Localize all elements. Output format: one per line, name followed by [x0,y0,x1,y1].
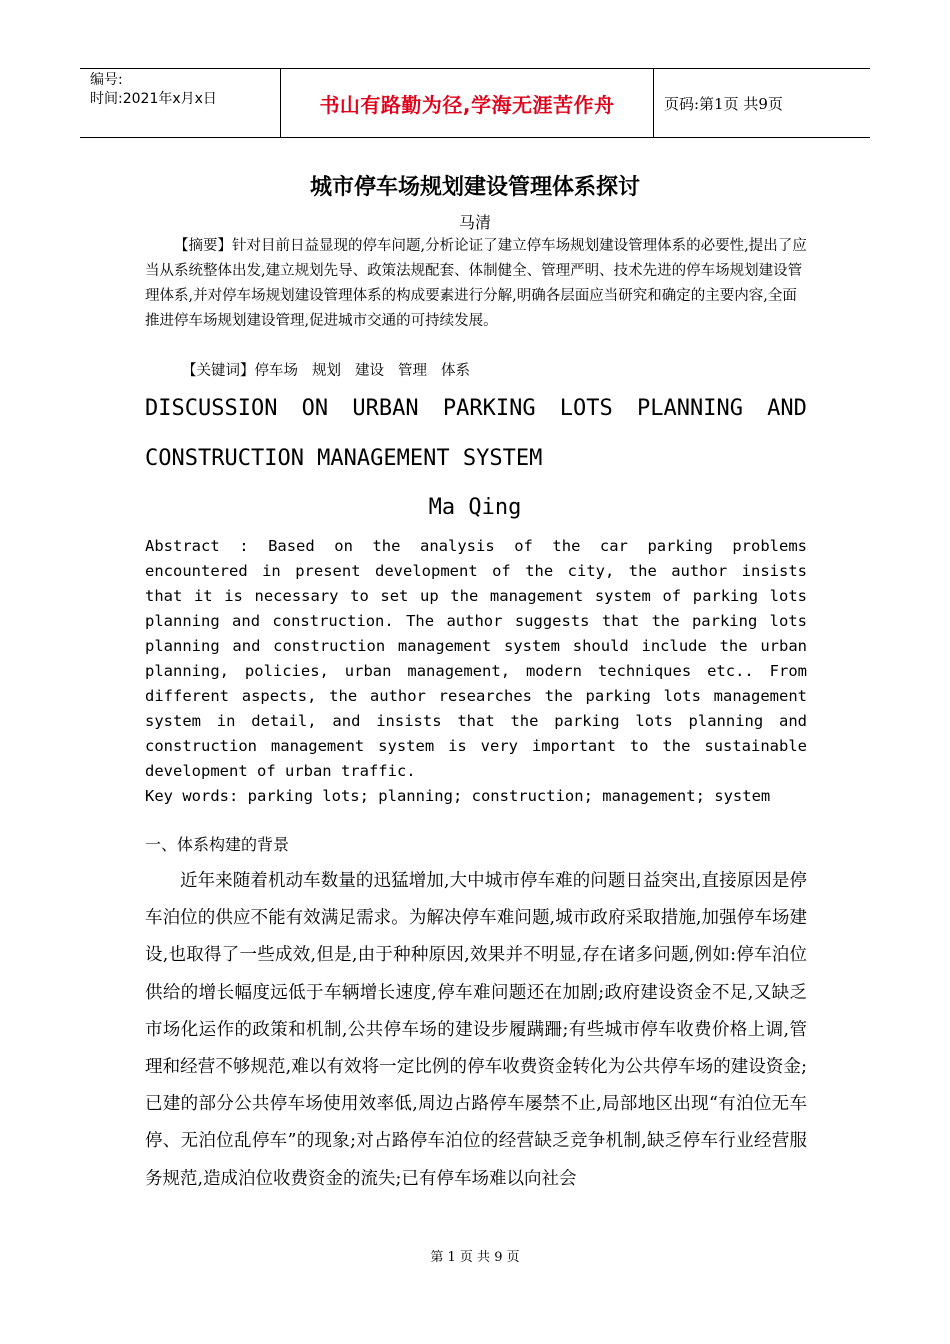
keywords-en: Key words: parking lots; planning; construction; management; system [145,787,771,805]
header-motto: 书山有路勤为径,学海无涯苦作舟 [281,69,654,137]
english-title-line-2: CONSTRUCTION MANAGEMENT SYSTEM [145,446,543,471]
en-title-word: LOTS [559,396,613,421]
keywords-cn [145,359,844,384]
en-title-word: URBAN [352,396,419,421]
en-title-word: ON [301,396,329,421]
keyword-cn: 建设 [355,363,384,379]
header-page-info: 页码:第1页 共9页 [664,94,783,113]
abstract-en: Abstract : Based on the analysis of the car parking problems encountered in present development of the city, the author insists that it is necessary to set up the management system of parking lots planning and construction. The author suggests that the parking lots planning and construction management system should include the urban planning, policies, urban management, modern techniques etc.. From different aspects, the author researches the parking lots management system in detail, and insists that the parking lots planning and construction management system is very important to the sustainable development of urban traffic. [145,537,807,780]
en-title-word: PARKING [442,396,536,421]
keywords-cn-label: 【关键词】 [182,363,255,379]
en-title-word: DISCUSSION [145,396,278,421]
document-title: 城市停车场规划建设管理体系探讨 [309,175,640,200]
section-heading: 一、体系构建的背景 [145,835,290,854]
abstract-cn: 【摘要】针对目前日益显现的停车问题,分析论证了建立停车场规划建设管理体系的必要性,提出了应当从系统整体出发,建立规划先导、政策法规配套、体制健全、管理严明、技术先进的停车场规划建设管理体系,并对停车场规划建设管理体系的构成要素进行分解,明确各层面应当研究和确定的主要内容,全面推进停车场规划建设管理,促进城市交通的可持续发展。 [145,238,807,329]
header-meta [80,69,281,137]
page-footer: 第 1 页 共 9 页 [430,1250,520,1265]
en-title-word: AND [767,396,807,421]
keyword-cn: 规划 [312,363,341,379]
author-en: Ma Qing [428,495,522,520]
keyword-cn: 管理 [398,363,427,379]
en-title-word: PLANNING [636,396,743,421]
time-label: 时间:2021年x月x日 [90,91,217,107]
page-header [80,68,870,138]
keyword-cn: 停车场 [254,363,298,379]
section-body: 近年来随着机动车数量的迅猛增加,大中城市停车难的问题日益突出,直接原因是停车泊位的供应不能有效满足需求。为解决停车难问题,城市政府采取措施,加强停车场建设,也取得了一些成效,但是,由于种种原因,效果并不明显,存在诸多问题,例如:停车泊位供给的增长幅度远低于车辆增长速度,停车难问题还在加剧;政府建设资金不足,又缺乏市场化运作的政策和机制,公共停车场的建设步履蹒跚;有些城市停车收费价格上调,管理和经营不够规范,难以有效将一定比例的停车收费资金转化为公共停车场的建设资金;已建的部分公共停车场使用效率低,周边占路停车屡禁不止,局部地区出现“有泊位无车停、无泊位乱停车”的现象;对占路停车泊位的经营缺乏竞争机制,缺乏停车行业经营服务规范,造成泊位收费资金的流失;已有停车场难以向社会 [145,871,807,1189]
author-cn: 马清 [458,213,491,232]
number-label: 编号: [90,72,123,88]
keyword-cn: 体系 [441,363,470,379]
english-title-line-1 [145,396,807,421]
